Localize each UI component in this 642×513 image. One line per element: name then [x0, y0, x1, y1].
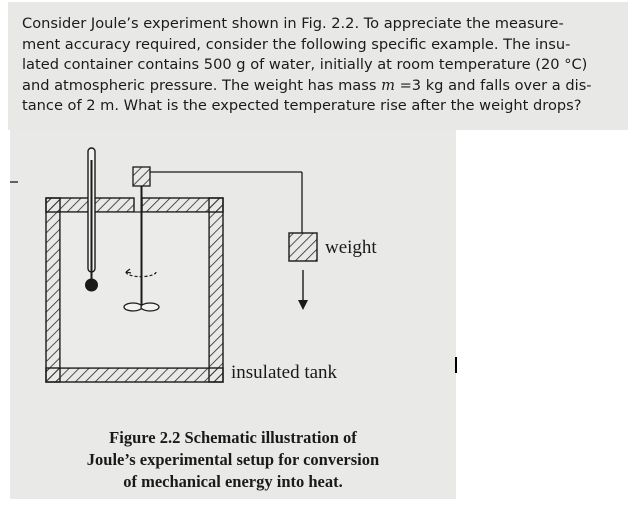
caption-line-2: Joule’s experimental setup for conversion — [86, 450, 380, 469]
thermometer-bulb — [85, 279, 98, 292]
fall-arrow-head — [298, 300, 308, 310]
tank-cavity — [60, 212, 209, 368]
mass-variable: m — [381, 76, 395, 94]
tank-wall-bottom — [46, 368, 223, 382]
problem-line-1: Consider Joule’s experiment shown in Fig. 2.2. To appreciate the measure- — [22, 15, 564, 32]
insulated-tank — [46, 198, 223, 382]
paddle-blade-left — [124, 303, 142, 311]
tank-wall-left — [46, 198, 60, 382]
weight-label: weight — [325, 237, 377, 258]
problem-line-3: lated container contains 500 g of water, initially at room temperature (20 °C) — [22, 56, 588, 74]
weight-block — [289, 233, 317, 261]
caption-line-3: of mechanical energy into heat. — [123, 472, 343, 491]
insulated-tank-label: insulated tank — [231, 362, 338, 383]
problem-line-5: tance of 2 m. What is the expected temperature rise after the weight drops? — [22, 97, 582, 115]
problem-line-2: ment accuracy required, consider the following specific example. The insu- — [22, 35, 571, 53]
tank-wall-top-right — [142, 198, 223, 212]
tank-wall-right — [209, 198, 223, 382]
weight-mass — [289, 233, 317, 310]
figure-caption — [10, 427, 456, 493]
pulley-drum — [133, 167, 150, 186]
problem-line-4-prefix: and atmospheric pressure. The weight has mass — [22, 76, 382, 94]
caption-line-1: Figure 2.2 Schematic illustration of — [109, 428, 357, 447]
paddle-blade-right — [141, 303, 159, 311]
problem-statement — [8, 2, 628, 130]
problem-line-4-suffix: =3 kg and falls over a dis- — [394, 76, 592, 94]
text-cursor — [455, 357, 457, 373]
problem-text — [22, 14, 618, 117]
figure-2-2 — [0, 130, 642, 513]
